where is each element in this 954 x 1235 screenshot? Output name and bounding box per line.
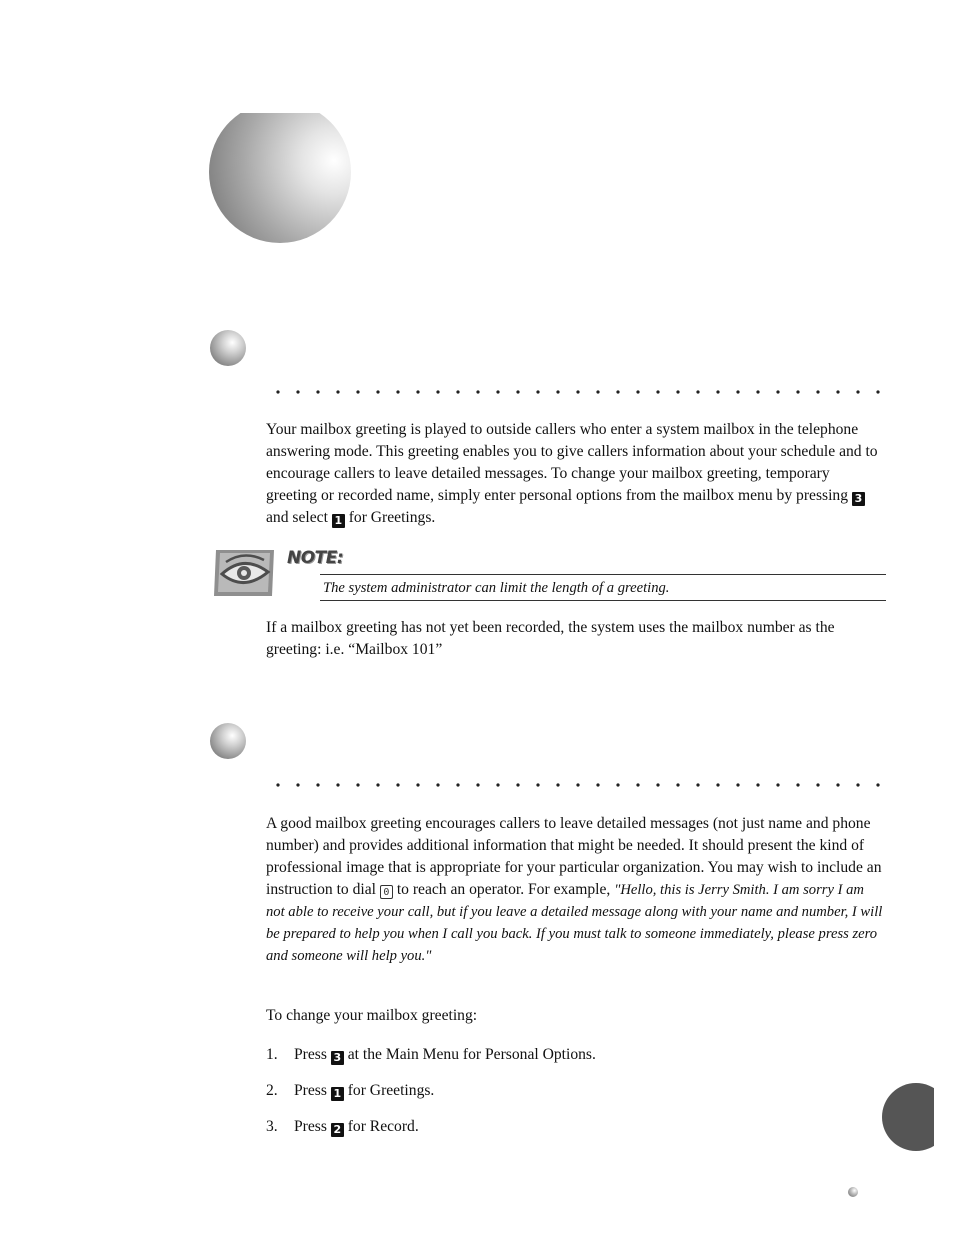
dotted-rule [268,388,880,396]
section-bullet-sphere [210,330,246,366]
list-item: 3. Press 2 for Record. [266,1118,419,1136]
chapter-sphere-graphic [209,113,351,243]
key-1-icon: 1 [332,514,345,528]
example-greeting: "Hello, this is Jerry Smith. I am sorry I am not able to receive your call, but if you leave a detailed message along with your name and number, I will be prepared to help you when I call you back. If you must talk to someone immediately, please press zero and someone will help you." [266,882,883,964]
key-3-icon: 3 [852,492,865,506]
key-1-icon: 1 [331,1087,344,1101]
eye-note-icon [212,548,276,598]
note-rule-top [320,574,886,575]
footer-bullet-icon [848,1187,858,1197]
steps-list [266,1044,884,1152]
note-text: The system administrator can limit the length of a greeting. [323,580,670,596]
list-item: 2. Press 1 for Greetings. [266,1082,435,1100]
section-bullet-sphere [210,723,246,759]
good-greeting-paragraph: A good mailbox greeting encourages callers to leave detailed messages (not just name and phone number) and provides additional information that might be needed. It should present the kind of professional image that is appropriate for your particular organization. You may wish to include an instruction to dial 0 to reach an operator. For example, "Hello, this is Jerry Smith. I am sorry I am not able to receive your call, but if you leave a detailed message along with your name and number, I will be prepared to help you when I call you back. If you must talk to someone immediately, please press zero and someone will help you." [266,815,883,964]
key-0-icon: 0 [380,885,393,899]
chapter-tab-graphic [882,1083,934,1151]
list-item: 1. Press 3 at the Main Menu for Personal Options. [266,1046,596,1064]
greeting-intro-paragraph: Your mailbox greeting is played to outside callers who enter a system mailbox in the telephone answering mode. This greeting enables you to give callers information about your schedule and to encourage callers to leave detailed messages. To change your mailbox greeting, temporary greeting or recorded name, simply enter personal options from the mailbox menu by pressing 3 and select 1 for Greetings. [266,421,878,527]
dotted-rule [268,781,880,789]
note-label: NOTE: [287,548,344,568]
key-3-icon: 3 [331,1051,344,1065]
key-2-icon: 2 [331,1123,344,1137]
default-greeting-paragraph: If a mailbox greeting has not yet been recorded, the system uses the mailbox number as the greeting: i.e. “Mailbox 101” [266,619,835,658]
change-greeting-intro: To change your mailbox greeting: [266,1007,478,1024]
note-rule-bottom [320,600,886,601]
